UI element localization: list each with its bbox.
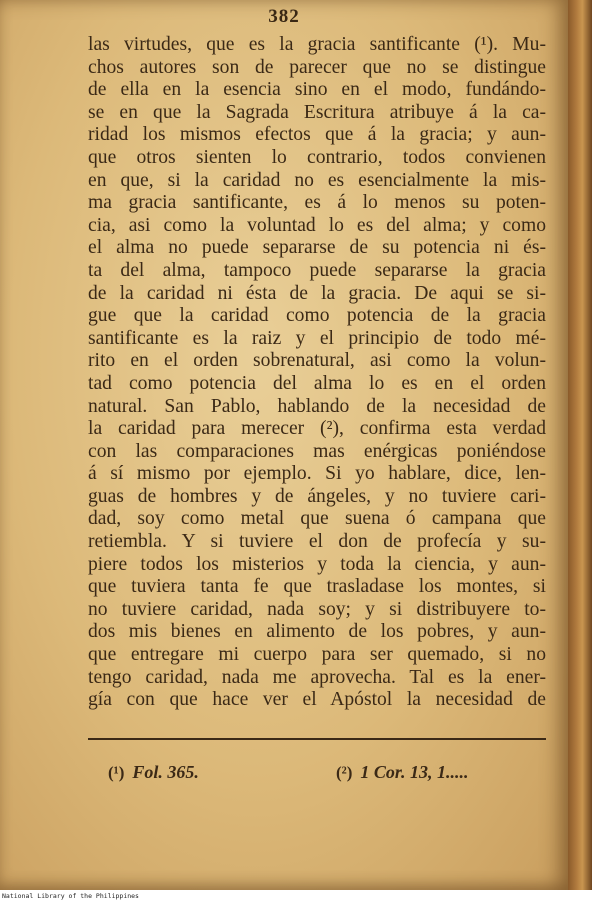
footnote-marker: (¹): [108, 763, 125, 782]
footnote-1: [108, 762, 199, 783]
text-line: no tuviere caridad, nada soy; y si distribuyere to-: [88, 598, 546, 620]
text-line: guas de hombres y de ángeles, y no tuviere cari-: [88, 485, 546, 507]
page-number: 382: [268, 6, 300, 27]
text-line: retiembla. Y si tuviere el don de profecía y su-: [88, 531, 546, 553]
text-line: tengo caridad, nada me aprovecha. Tal es la ener-: [88, 666, 546, 688]
text-line: que otros sienten lo contrario, todos convienen: [88, 146, 546, 168]
text-line: ma gracia santificante, es á lo menos su poten-: [88, 192, 546, 214]
text-line: dad, soy como metal que suena ó campana que: [88, 508, 546, 530]
text-line: de la caridad ni ésta de la gracia. De aqui se si-: [88, 282, 546, 304]
text-line: que tuviera tanta fe que trasladase los montes, si: [88, 576, 546, 598]
text-line: santificante es la raiz y el principio de todo mé-: [88, 327, 546, 349]
text-line: gía con que hace ver el Apóstol la necesidad de: [88, 689, 546, 711]
text-line: cia, asi como la voluntad lo es del alma; y como: [88, 214, 546, 236]
text-line: rito en el orden sobrenatural, asi como la volun-: [88, 350, 546, 372]
text-line: ta del alma, tampoco puede separarse la gracia: [88, 259, 546, 281]
footnote-reference: 1 Cor. 13, 1.....: [360, 762, 469, 782]
text-line: ridad los mismos efectos que á la gracia; y aun-: [88, 124, 546, 146]
text-line: las virtudes, que es la gracia santificante (¹). Mu-: [88, 34, 546, 55]
footnote-2: [336, 762, 468, 783]
text-line: con las comparaciones mas enérgicas poniéndose: [88, 440, 546, 462]
text-line: dos mis bienes en alimento de los pobres, y aun-: [88, 621, 546, 643]
book-spine-edge: [568, 0, 592, 890]
footnote-reference: Fol. 365.: [132, 762, 199, 782]
text-line: la caridad para merecer (²), confirma esta verdad: [88, 418, 546, 440]
text-line: natural. San Pablo, hablando de la necesidad de: [88, 395, 546, 417]
text-line: que entregare mi cuerpo para ser quemado, si no: [88, 644, 546, 666]
text-line: el alma no puede separarse de su potencia ni és-: [88, 237, 546, 259]
text-line: gue que la caridad como potencia de la gracia: [88, 305, 546, 327]
text-line: se en que la Sagrada Escritura atribuye á la ca-: [88, 101, 546, 123]
library-credit: National Library of the Philippines: [2, 892, 139, 900]
footnote-marker: (²): [336, 763, 353, 782]
text-line: piere todos los misterios y toda la ciencia, y aun-: [88, 553, 546, 575]
text-line: tad como potencia del alma lo es en el orden: [88, 372, 546, 394]
text-line: chos autores son de parecer que no se distingue: [88, 56, 546, 78]
text-line: en que, si la caridad no es esencialmente la mis-: [88, 169, 546, 191]
footnote-divider: [88, 738, 546, 740]
body-text: [88, 34, 546, 712]
text-line: á sí mismo por ejemplo. Si yo hablare, dice, len-: [88, 463, 546, 485]
text-line: de ella en la esencia sino en el modo, fundándo-: [88, 79, 546, 101]
